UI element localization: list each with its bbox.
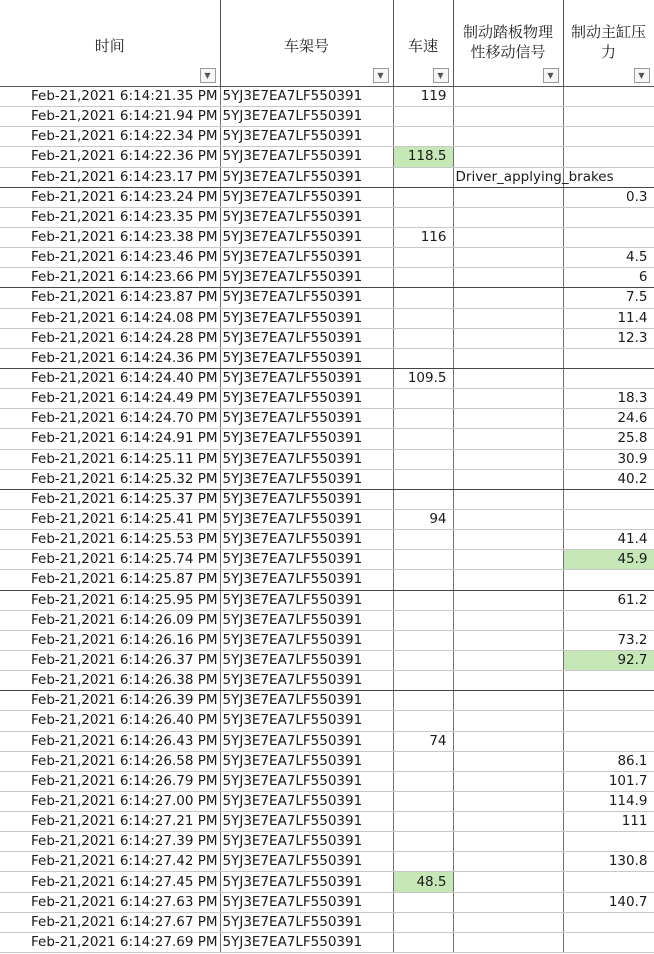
cell-pedal-signal[interactable] — [453, 107, 563, 127]
table-row[interactable] — [0, 187, 654, 207]
cell-pressure[interactable] — [563, 610, 654, 630]
table-row[interactable] — [0, 570, 654, 590]
cell-time[interactable]: Feb-21,2021 6:14:26.58 PM — [0, 751, 220, 771]
cell-speed[interactable] — [393, 550, 453, 570]
cell-time[interactable]: Feb-21,2021 6:14:27.00 PM — [0, 791, 220, 811]
cell-time[interactable]: Feb-21,2021 6:14:25.95 PM — [0, 590, 220, 610]
cell-time[interactable]: Feb-21,2021 6:14:23.87 PM — [0, 288, 220, 308]
cell-vin[interactable]: 5YJ3E7EA7LF550391 — [220, 832, 393, 852]
cell-time[interactable]: Feb-21,2021 6:14:27.69 PM — [0, 932, 220, 952]
cell-vin[interactable]: 5YJ3E7EA7LF550391 — [220, 429, 393, 449]
cell-time[interactable]: Feb-21,2021 6:14:26.38 PM — [0, 671, 220, 691]
cell-speed[interactable] — [393, 187, 453, 207]
cell-speed[interactable] — [393, 711, 453, 731]
cell-pressure[interactable] — [563, 127, 654, 147]
cell-speed[interactable] — [393, 570, 453, 590]
cell-pedal-signal[interactable] — [453, 731, 563, 751]
cell-speed[interactable] — [393, 791, 453, 811]
cell-pressure[interactable] — [563, 872, 654, 892]
cell-vin[interactable]: 5YJ3E7EA7LF550391 — [220, 892, 393, 912]
table-row[interactable] — [0, 409, 654, 429]
cell-speed[interactable] — [393, 348, 453, 368]
cell-pressure[interactable]: 30.9 — [563, 449, 654, 469]
table-row[interactable] — [0, 227, 654, 247]
cell-time[interactable]: Feb-21,2021 6:14:21.35 PM — [0, 87, 220, 107]
cell-time[interactable]: Feb-21,2021 6:14:24.91 PM — [0, 429, 220, 449]
cell-pressure[interactable]: 101.7 — [563, 771, 654, 791]
cell-time[interactable]: Feb-21,2021 6:14:26.37 PM — [0, 650, 220, 670]
dropdown-arrow-icon[interactable]: ▼ — [543, 68, 559, 83]
cell-pressure[interactable] — [563, 832, 654, 852]
cell-pressure[interactable]: 45.9 — [563, 550, 654, 570]
cell-speed[interactable] — [393, 530, 453, 550]
cell-pedal-signal[interactable] — [453, 691, 563, 711]
header-speed — [393, 0, 453, 87]
cell-pedal-signal[interactable] — [453, 570, 563, 590]
table-row[interactable] — [0, 268, 654, 288]
cell-speed[interactable] — [393, 671, 453, 691]
cell-pressure[interactable]: 92.7 — [563, 650, 654, 670]
table-row[interactable] — [0, 630, 654, 650]
cell-vin[interactable]: 5YJ3E7EA7LF550391 — [220, 187, 393, 207]
cell-pressure[interactable]: 0.3 — [563, 187, 654, 207]
header-pressure — [563, 0, 654, 87]
cell-vin[interactable]: 5YJ3E7EA7LF550391 — [220, 912, 393, 932]
cell-speed[interactable] — [393, 409, 453, 429]
cell-pressure[interactable]: 40.2 — [563, 469, 654, 489]
cell-time[interactable]: Feb-21,2021 6:14:27.39 PM — [0, 832, 220, 852]
cell-pedal-signal[interactable] — [453, 892, 563, 912]
cell-pedal-signal[interactable] — [453, 852, 563, 872]
cell-vin[interactable]: 5YJ3E7EA7LF550391 — [220, 268, 393, 288]
cell-pressure[interactable] — [563, 691, 654, 711]
cell-speed[interactable] — [393, 288, 453, 308]
cell-speed[interactable] — [393, 127, 453, 147]
cell-vin[interactable]: 5YJ3E7EA7LF550391 — [220, 328, 393, 348]
cell-vin[interactable]: 5YJ3E7EA7LF550391 — [220, 389, 393, 409]
table-row[interactable] — [0, 610, 654, 630]
cell-time[interactable]: Feb-21,2021 6:14:23.17 PM — [0, 167, 220, 187]
cell-pedal-signal[interactable] — [453, 328, 563, 348]
header-time — [0, 0, 220, 87]
cell-speed[interactable] — [393, 429, 453, 449]
cell-pedal-signal[interactable] — [453, 751, 563, 771]
cell-speed[interactable] — [393, 328, 453, 348]
cell-pedal-signal[interactable] — [453, 832, 563, 852]
cell-vin[interactable]: 5YJ3E7EA7LF550391 — [220, 489, 393, 509]
cell-time[interactable]: Feb-21,2021 6:14:23.24 PM — [0, 187, 220, 207]
table-row[interactable] — [0, 288, 654, 308]
cell-vin[interactable]: 5YJ3E7EA7LF550391 — [220, 771, 393, 791]
cell-speed[interactable] — [393, 308, 453, 328]
table-row[interactable] — [0, 308, 654, 328]
cell-time[interactable]: Feb-21,2021 6:14:24.40 PM — [0, 368, 220, 388]
cell-pressure[interactable]: 86.1 — [563, 751, 654, 771]
table-row[interactable] — [0, 731, 654, 751]
header-row — [0, 0, 654, 87]
cell-pressure[interactable]: 130.8 — [563, 852, 654, 872]
cell-vin[interactable]: 5YJ3E7EA7LF550391 — [220, 691, 393, 711]
cell-pressure[interactable] — [563, 348, 654, 368]
cell-pedal-signal[interactable] — [453, 872, 563, 892]
cell-time[interactable]: Feb-21,2021 6:14:21.94 PM — [0, 107, 220, 127]
table-row[interactable] — [0, 509, 654, 529]
cell-pedal-signal[interactable] — [453, 187, 563, 207]
cell-vin[interactable]: 5YJ3E7EA7LF550391 — [220, 107, 393, 127]
cell-speed[interactable] — [393, 167, 453, 187]
cell-pedal-signal[interactable] — [453, 147, 563, 167]
cell-time[interactable]: Feb-21,2021 6:14:25.74 PM — [0, 550, 220, 570]
cell-vin[interactable]: 5YJ3E7EA7LF550391 — [220, 308, 393, 328]
cell-pressure[interactable] — [563, 227, 654, 247]
cell-pedal-signal[interactable] — [453, 469, 563, 489]
cell-pedal-signal[interactable] — [453, 912, 563, 932]
cell-pressure[interactable]: 24.6 — [563, 409, 654, 429]
cell-pressure[interactable]: 18.3 — [563, 389, 654, 409]
cell-vin[interactable]: 5YJ3E7EA7LF550391 — [220, 570, 393, 590]
cell-time[interactable]: Feb-21,2021 6:14:26.09 PM — [0, 610, 220, 630]
cell-pedal-signal[interactable] — [453, 590, 563, 610]
cell-pedal-signal[interactable]: Driver_applying_brakes — [453, 167, 563, 187]
cell-pressure[interactable]: 61.2 — [563, 590, 654, 610]
cell-vin[interactable]: 5YJ3E7EA7LF550391 — [220, 872, 393, 892]
cell-speed[interactable] — [393, 590, 453, 610]
cell-vin[interactable]: 5YJ3E7EA7LF550391 — [220, 791, 393, 811]
cell-vin[interactable]: 5YJ3E7EA7LF550391 — [220, 711, 393, 731]
cell-vin[interactable]: 5YJ3E7EA7LF550391 — [220, 610, 393, 630]
cell-pedal-signal[interactable] — [453, 288, 563, 308]
cell-pressure[interactable] — [563, 509, 654, 529]
cell-time[interactable]: Feb-21,2021 6:14:27.42 PM — [0, 852, 220, 872]
cell-time[interactable]: Feb-21,2021 6:14:23.66 PM — [0, 268, 220, 288]
cell-pressure[interactable] — [563, 107, 654, 127]
cell-vin[interactable]: 5YJ3E7EA7LF550391 — [220, 650, 393, 670]
cell-speed[interactable] — [393, 449, 453, 469]
cell-pedal-signal[interactable] — [453, 248, 563, 268]
cell-pedal-signal[interactable] — [453, 771, 563, 791]
cell-vin[interactable]: 5YJ3E7EA7LF550391 — [220, 207, 393, 227]
cell-pressure[interactable]: 11.4 — [563, 308, 654, 328]
cell-speed[interactable] — [393, 932, 453, 952]
cell-speed[interactable] — [393, 751, 453, 771]
cell-time[interactable]: Feb-21,2021 6:14:26.40 PM — [0, 711, 220, 731]
cell-speed[interactable] — [393, 832, 453, 852]
cell-pressure[interactable]: 41.4 — [563, 530, 654, 550]
table-row[interactable] — [0, 832, 654, 852]
header-speed-label: 车速 — [407, 37, 438, 55]
cell-speed[interactable] — [393, 771, 453, 791]
cell-vin[interactable]: 5YJ3E7EA7LF550391 — [220, 731, 393, 751]
dropdown-arrow-icon[interactable]: ▼ — [433, 68, 449, 83]
cell-pedal-signal[interactable] — [453, 449, 563, 469]
cell-pressure[interactable]: 140.7 — [563, 892, 654, 912]
cell-speed[interactable] — [393, 469, 453, 489]
cell-pressure[interactable] — [563, 671, 654, 691]
cell-time[interactable]: Feb-21,2021 6:14:26.43 PM — [0, 731, 220, 751]
cell-vin[interactable]: 5YJ3E7EA7LF550391 — [220, 167, 393, 187]
table-row[interactable] — [0, 892, 654, 912]
cell-pedal-signal[interactable] — [453, 550, 563, 570]
table-row[interactable] — [0, 791, 654, 811]
table-row[interactable] — [0, 127, 654, 147]
cell-pedal-signal[interactable] — [453, 812, 563, 832]
table-row[interactable] — [0, 812, 654, 832]
cell-pressure[interactable] — [563, 368, 654, 388]
dropdown-arrow-icon[interactable]: ▼ — [634, 68, 650, 83]
table-row[interactable] — [0, 348, 654, 368]
table-body — [0, 87, 654, 953]
table-row[interactable] — [0, 449, 654, 469]
cell-pressure[interactable]: 114.9 — [563, 791, 654, 811]
cell-vin[interactable]: 5YJ3E7EA7LF550391 — [220, 248, 393, 268]
cell-speed[interactable]: 116 — [393, 227, 453, 247]
cell-pressure[interactable]: 111 — [563, 812, 654, 832]
cell-pedal-signal[interactable] — [453, 227, 563, 247]
cell-vin[interactable]: 5YJ3E7EA7LF550391 — [220, 590, 393, 610]
cell-pressure[interactable] — [563, 932, 654, 952]
cell-time[interactable]: Feb-21,2021 6:14:22.36 PM — [0, 147, 220, 167]
cell-vin[interactable]: 5YJ3E7EA7LF550391 — [220, 530, 393, 550]
cell-vin[interactable]: 5YJ3E7EA7LF550391 — [220, 288, 393, 308]
cell-pedal-signal[interactable] — [453, 489, 563, 509]
cell-vin[interactable]: 5YJ3E7EA7LF550391 — [220, 449, 393, 469]
cell-pressure[interactable]: 6 — [563, 268, 654, 288]
cell-time[interactable]: Feb-21,2021 6:14:23.46 PM — [0, 248, 220, 268]
cell-time[interactable]: Feb-21,2021 6:14:23.38 PM — [0, 227, 220, 247]
table-row[interactable] — [0, 389, 654, 409]
cell-speed[interactable]: 48.5 — [393, 872, 453, 892]
cell-pedal-signal[interactable] — [453, 650, 563, 670]
cell-pedal-signal[interactable] — [453, 409, 563, 429]
cell-speed[interactable]: 118.5 — [393, 147, 453, 167]
cell-pedal-signal[interactable] — [453, 207, 563, 227]
cell-time[interactable]: Feb-21,2021 6:14:25.87 PM — [0, 570, 220, 590]
cell-vin[interactable]: 5YJ3E7EA7LF550391 — [220, 671, 393, 691]
cell-speed[interactable] — [393, 489, 453, 509]
header-vin — [220, 0, 393, 87]
cell-pedal-signal[interactable] — [453, 127, 563, 147]
cell-vin[interactable]: 5YJ3E7EA7LF550391 — [220, 127, 393, 147]
header-time-label: 时间 — [94, 37, 125, 55]
cell-time[interactable]: Feb-21,2021 6:14:25.53 PM — [0, 530, 220, 550]
cell-vin[interactable]: 5YJ3E7EA7LF550391 — [220, 932, 393, 952]
cell-vin[interactable]: 5YJ3E7EA7LF550391 — [220, 227, 393, 247]
cell-vin[interactable]: 5YJ3E7EA7LF550391 — [220, 852, 393, 872]
cell-vin[interactable]: 5YJ3E7EA7LF550391 — [220, 147, 393, 167]
cell-pedal-signal[interactable] — [453, 791, 563, 811]
cell-speed[interactable] — [393, 812, 453, 832]
table-row[interactable] — [0, 590, 654, 610]
cell-pressure[interactable]: 7.5 — [563, 288, 654, 308]
cell-vin[interactable]: 5YJ3E7EA7LF550391 — [220, 812, 393, 832]
cell-pressure[interactable] — [563, 731, 654, 751]
cell-vin[interactable]: 5YJ3E7EA7LF550391 — [220, 469, 393, 489]
cell-speed[interactable] — [393, 630, 453, 650]
cell-pedal-signal[interactable] — [453, 530, 563, 550]
cell-pedal-signal[interactable] — [453, 932, 563, 952]
table-row[interactable] — [0, 530, 654, 550]
cell-pedal-signal[interactable] — [453, 711, 563, 731]
table-row[interactable] — [0, 711, 654, 731]
cell-pressure[interactable] — [563, 87, 654, 107]
table-row[interactable] — [0, 429, 654, 449]
header-vin-label: 车架号 — [283, 37, 329, 55]
cell-time[interactable]: Feb-21,2021 6:14:25.32 PM — [0, 469, 220, 489]
cell-pressure[interactable]: 25.8 — [563, 429, 654, 449]
cell-vin[interactable]: 5YJ3E7EA7LF550391 — [220, 348, 393, 368]
cell-pedal-signal[interactable] — [453, 368, 563, 388]
table-row[interactable] — [0, 469, 654, 489]
cell-pedal-signal[interactable] — [453, 308, 563, 328]
cell-speed[interactable] — [393, 912, 453, 932]
table-row[interactable] — [0, 207, 654, 227]
table-row[interactable] — [0, 852, 654, 872]
cell-vin[interactable]: 5YJ3E7EA7LF550391 — [220, 550, 393, 570]
cell-time[interactable]: Feb-21,2021 6:14:27.63 PM — [0, 892, 220, 912]
table-row[interactable] — [0, 167, 654, 187]
cell-pressure[interactable] — [563, 912, 654, 932]
table-row[interactable] — [0, 147, 654, 167]
table-row[interactable] — [0, 650, 654, 670]
cell-vin[interactable]: 5YJ3E7EA7LF550391 — [220, 409, 393, 429]
cell-speed[interactable] — [393, 892, 453, 912]
table-row[interactable] — [0, 932, 654, 952]
table-row[interactable] — [0, 107, 654, 127]
cell-pedal-signal[interactable] — [453, 348, 563, 368]
table-row[interactable] — [0, 368, 654, 388]
cell-speed[interactable] — [393, 650, 453, 670]
table-row[interactable] — [0, 550, 654, 570]
cell-time[interactable]: Feb-21,2021 6:14:23.35 PM — [0, 207, 220, 227]
cell-time[interactable]: Feb-21,2021 6:14:27.45 PM — [0, 872, 220, 892]
cell-speed[interactable] — [393, 389, 453, 409]
cell-speed[interactable] — [393, 107, 453, 127]
cell-time[interactable]: Feb-21,2021 6:14:24.49 PM — [0, 389, 220, 409]
table-row[interactable] — [0, 328, 654, 348]
cell-pressure[interactable]: 73.2 — [563, 630, 654, 650]
cell-time[interactable]: Feb-21,2021 6:14:25.11 PM — [0, 449, 220, 469]
table-row[interactable] — [0, 489, 654, 509]
cell-pedal-signal[interactable] — [453, 630, 563, 650]
dropdown-arrow-icon[interactable]: ▼ — [373, 68, 389, 83]
cell-pedal-signal[interactable] — [453, 429, 563, 449]
cell-speed[interactable] — [393, 248, 453, 268]
cell-pedal-signal[interactable] — [453, 671, 563, 691]
cell-pedal-signal[interactable] — [453, 610, 563, 630]
cell-vin[interactable]: 5YJ3E7EA7LF550391 — [220, 751, 393, 771]
cell-vin[interactable]: 5YJ3E7EA7LF550391 — [220, 368, 393, 388]
cell-time[interactable]: Feb-21,2021 6:14:26.79 PM — [0, 771, 220, 791]
cell-time[interactable]: Feb-21,2021 6:14:22.34 PM — [0, 127, 220, 147]
cell-pedal-signal[interactable] — [453, 389, 563, 409]
cell-time[interactable]: Feb-21,2021 6:14:27.67 PM — [0, 912, 220, 932]
cell-speed[interactable]: 119 — [393, 87, 453, 107]
cell-pressure[interactable] — [563, 570, 654, 590]
cell-pressure[interactable] — [563, 711, 654, 731]
header-pedal — [453, 0, 563, 87]
cell-time[interactable]: Feb-21,2021 6:14:25.41 PM — [0, 509, 220, 529]
header-pressure-label: 制动主缸压力 — [570, 23, 646, 61]
cell-pedal-signal[interactable] — [453, 509, 563, 529]
table-row[interactable] — [0, 751, 654, 771]
cell-pedal-signal[interactable] — [453, 268, 563, 288]
cell-speed[interactable]: 109.5 — [393, 368, 453, 388]
cell-pedal-signal[interactable] — [453, 87, 563, 107]
table-row[interactable] — [0, 872, 654, 892]
table-row[interactable] — [0, 771, 654, 791]
cell-vin[interactable]: 5YJ3E7EA7LF550391 — [220, 630, 393, 650]
table-row[interactable] — [0, 671, 654, 691]
cell-vin[interactable]: 5YJ3E7EA7LF550391 — [220, 87, 393, 107]
cell-pressure[interactable] — [563, 489, 654, 509]
cell-speed[interactable] — [393, 268, 453, 288]
table-row[interactable] — [0, 248, 654, 268]
cell-time[interactable]: Feb-21,2021 6:14:26.39 PM — [0, 691, 220, 711]
cell-time[interactable]: Feb-21,2021 6:14:24.28 PM — [0, 328, 220, 348]
table-row[interactable] — [0, 912, 654, 932]
cell-speed[interactable]: 94 — [393, 509, 453, 529]
cell-time[interactable]: Feb-21,2021 6:14:24.08 PM — [0, 308, 220, 328]
header-pedal-label: 制动踏板物理性移动信号 — [462, 23, 553, 61]
dropdown-arrow-icon[interactable]: ▼ — [200, 68, 216, 83]
cell-time[interactable]: Feb-21,2021 6:14:24.70 PM — [0, 409, 220, 429]
cell-time[interactable]: Feb-21,2021 6:14:25.37 PM — [0, 489, 220, 509]
cell-time[interactable]: Feb-21,2021 6:14:24.36 PM — [0, 348, 220, 368]
cell-pressure[interactable] — [563, 207, 654, 227]
cell-vin[interactable]: 5YJ3E7EA7LF550391 — [220, 509, 393, 529]
cell-speed[interactable] — [393, 207, 453, 227]
cell-speed[interactable] — [393, 691, 453, 711]
table-row[interactable] — [0, 87, 654, 107]
table-row[interactable] — [0, 691, 654, 711]
cell-time[interactable]: Feb-21,2021 6:14:26.16 PM — [0, 630, 220, 650]
cell-speed[interactable]: 74 — [393, 731, 453, 751]
cell-pressure[interactable]: 4.5 — [563, 248, 654, 268]
cell-speed[interactable] — [393, 610, 453, 630]
cell-pressure[interactable]: 12.3 — [563, 328, 654, 348]
cell-speed[interactable] — [393, 852, 453, 872]
cell-pressure[interactable] — [563, 147, 654, 167]
cell-time[interactable]: Feb-21,2021 6:14:27.21 PM — [0, 812, 220, 832]
